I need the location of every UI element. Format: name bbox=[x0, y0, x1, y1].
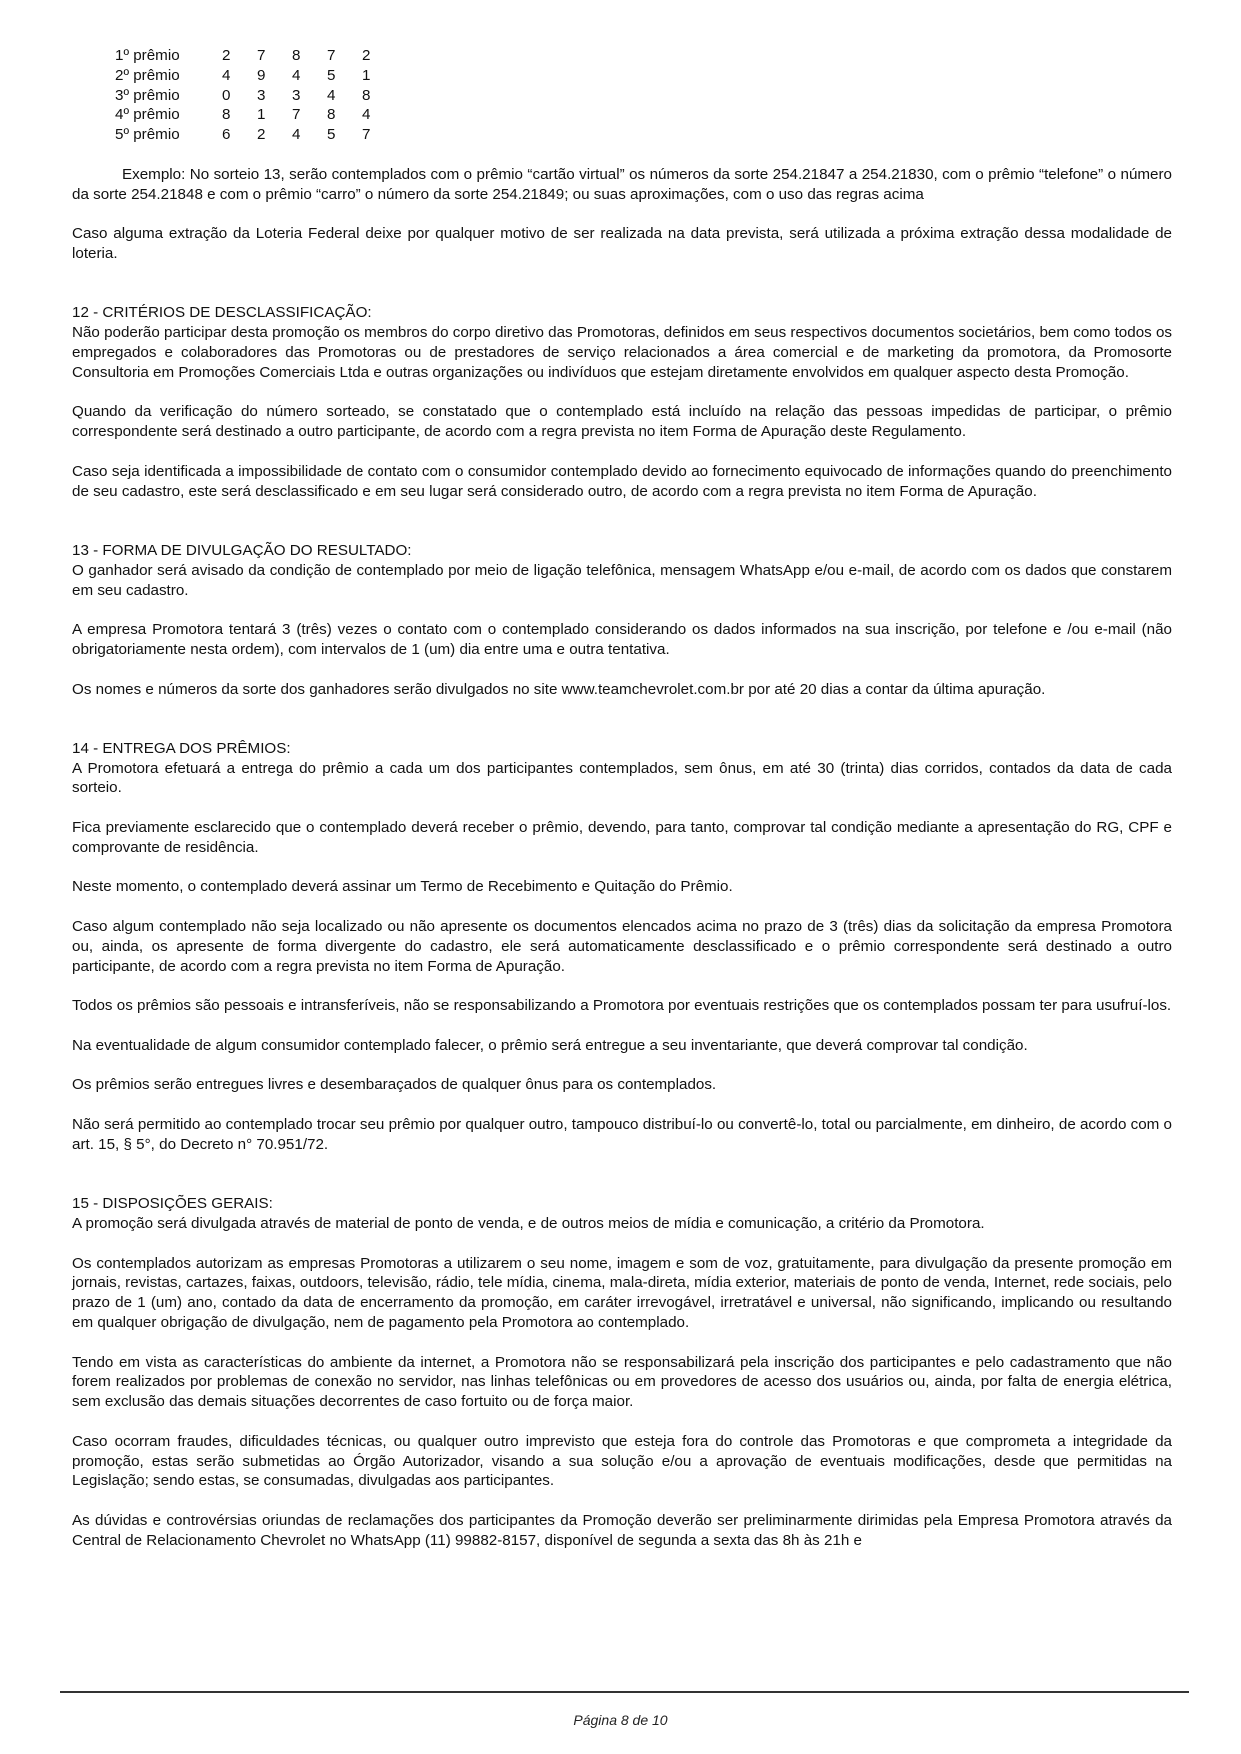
prize-digit: 8 bbox=[327, 106, 336, 124]
prize-label: 4º prêmio bbox=[115, 106, 180, 124]
prize-digit: 5 bbox=[327, 126, 336, 144]
prize-label: 1º prêmio bbox=[115, 47, 180, 64]
section bbox=[72, 541, 1172, 739]
prize-digit: 4 bbox=[292, 126, 301, 144]
prize-digit: 4 bbox=[327, 86, 336, 104]
prize-digit: 4 bbox=[292, 66, 301, 84]
prize-digit: 8 bbox=[222, 106, 231, 124]
section-paragraph: Quando da verificação do número sorteado, se constatado que o contemplado está incluído na relação das pessoas impedidas de participar, o prêmio correspondente será destinado a outro participante, de acordo com a regra prevista no item Forma de Apuração deste Regulamento. bbox=[72, 403, 1172, 441]
section-paragraph: Tendo em vista as características do ambiente da internet, a Promotora não se responsabilizará pela inscrição dos participantes e pelo cadastramento que não forem realizados por problemas de conexão no servidor, nas linhas telefônicas ou em provedores de acesso dos usuários ou, ainda, por falta de energia elétrica, sem exclusão das demais situações decorrentes de caso fortuito ou de força maior. bbox=[72, 1353, 1172, 1411]
section-title: 13 - FORMA DE DIVULGAÇÃO DO RESULTADO: bbox=[72, 541, 412, 559]
section-paragraph: Caso seja identificada a impossibilidade de contato com o consumidor contemplado devido ao fornecimento equivocado de informações quando do preenchimento de seu cadastro, este será desclassificado e em seu lugar será considerado outro, de acordo com a regra prevista no item Forma de Apuração. bbox=[72, 462, 1172, 500]
section-paragraph: Caso algum contemplado não seja localizado ou não apresente os documentos elencados acima no prazo de 3 (três) dias da solicitação da empresa Promotora ou, ainda, os apresente de forma divergente do cadastro, ele será automaticamente desclassificado e o prêmio correspondente será destinado a outro participante, de acordo com a regra prevista no item Forma de Apuração. bbox=[72, 918, 1172, 975]
prize-digit: 3 bbox=[292, 86, 301, 104]
prize-digit: 7 bbox=[292, 106, 301, 124]
example-paragraph: Exemplo: No sorteio 13, serão contemplados com o prêmio “cartão virtual” os números da sorte 254.21847 a 254.21830, com o prêmio “telefone” o número da sorte 254.21848 e com o prêmio “carro” o número da sorte 254.21849; ou suas aproximações, com o uso das regras acima bbox=[72, 165, 1172, 203]
prize-label: 5º prêmio bbox=[115, 126, 180, 144]
prize-digit: 8 bbox=[292, 47, 301, 64]
section-paragraph: Na eventualidade de algum consumidor contemplado falecer, o prêmio será entregue a seu inventariante, que deverá comprovar tal condição. bbox=[72, 1036, 1028, 1054]
footer-divider bbox=[60, 1691, 1189, 1693]
prize-digit: 9 bbox=[257, 66, 266, 84]
prize-digit: 8 bbox=[362, 86, 371, 104]
federal-lottery-paragraph: Caso alguma extração da Loteria Federal deixe por qualquer motivo de ser realizada na data prevista, será utilizada a próxima extração dessa modalidade de loteria. bbox=[72, 225, 1172, 262]
prize-digit: 2 bbox=[362, 47, 371, 64]
section-paragraph: Os nomes e números da sorte dos ganhadores serão divulgados no site www.teamchevrolet.com.br por até 20 dias a contar da última apuração. bbox=[72, 680, 1046, 698]
prize-row bbox=[115, 46, 397, 66]
prize-digit: 0 bbox=[222, 86, 231, 104]
section-title: 14 - ENTREGA DOS PRÊMIOS: bbox=[72, 739, 291, 757]
section bbox=[72, 303, 1172, 541]
prize-digit: 2 bbox=[257, 126, 266, 144]
prize-digit: 2 bbox=[222, 47, 231, 64]
prize-digit: 6 bbox=[222, 126, 231, 144]
section-paragraph: As dúvidas e controvérsias oriundas de reclamações dos participantes da Promoção deverão ser preliminarmente dirimidas pela Empresa Promotora através da Central de Relacionamento Chevrolet no WhatsApp (11) 99882-8157, disponível de segunda a sexta das 8h às 21h e bbox=[72, 1511, 1172, 1549]
prize-digit: 3 bbox=[257, 86, 266, 104]
page-number: Página 8 de 10 bbox=[573, 1712, 668, 1728]
prize-label: 3º prêmio bbox=[115, 86, 180, 104]
prize-label: 2º prêmio bbox=[115, 66, 180, 84]
prize-digits-table bbox=[115, 46, 397, 145]
prize-digit: 5 bbox=[327, 66, 336, 84]
section-paragraph: A empresa Promotora tentará 3 (três) vezes o contato com o contemplado considerando os dados informados na sua inscrição, por telefone e /ou e-mail (não obrigatoriamente nesta ordem), com intervalos de 1 (um) dia entre uma e outra tentativa. bbox=[72, 621, 1172, 658]
prize-digit: 1 bbox=[257, 106, 266, 124]
section-paragraph: Não será permitido ao contemplado trocar seu prêmio por qualquer outro, tampouco distribuí-lo ou convertê-lo, total ou parcialmente, em dinheiro, de acordo com o art. 15, § 5°, do Decreto n° 70.951/72. bbox=[72, 1116, 1172, 1153]
prize-row bbox=[115, 105, 397, 125]
section-title: 12 - CRITÉRIOS DE DESCLASSIFICAÇÃO: bbox=[72, 304, 372, 322]
section-paragraph: Fica previamente esclarecido que o contemplado deverá receber o prêmio, devendo, para tanto, comprovar tal condição mediante a apresentação do RG, CPF e comprovante de residência. bbox=[72, 819, 1172, 856]
section-paragraph: O ganhador será avisado da condição de contemplado por meio de ligação telefônica, mensagem WhatsApp e/ou e-mail, de acordo com os dados que constarem em seu cadastro. bbox=[72, 561, 1172, 599]
prize-digit: 7 bbox=[327, 47, 336, 64]
prize-digit: 4 bbox=[222, 66, 231, 84]
section-paragraph: Neste momento, o contemplado deverá assinar um Termo de Recebimento e Quitação do Prêmio. bbox=[72, 878, 733, 896]
prize-digit: 4 bbox=[362, 106, 371, 124]
document-page bbox=[72, 46, 1172, 1551]
prize-digit: 1 bbox=[362, 66, 371, 84]
prize-row bbox=[115, 125, 397, 145]
prize-digit: 7 bbox=[257, 47, 266, 64]
prize-row bbox=[115, 66, 397, 86]
prize-row bbox=[115, 86, 397, 106]
section-paragraph: Caso ocorram fraudes, dificuldades técnicas, ou qualquer outro imprevisto que esteja fora do controle das Promotoras e que comprometa a integridade da promoção, estas serão submetidas ao Órgão Autorizador, visando a sua solução e/ou a aprovação de eventuais modificações, desde que permitidas na Legislação; sendo estas, se consumadas, divulgadas aos participantes. bbox=[72, 1432, 1172, 1490]
section bbox=[72, 739, 1172, 1194]
section-paragraph: A promoção será divulgada através de material de ponto de venda, e de outros meios de mídia e comunicação, a critério da Promotora. bbox=[72, 1215, 985, 1233]
section-paragraph: Não poderão participar desta promoção os membros do corpo diretivo das Promotoras, definidos em seus respectivos documentos societários, bem como todos os empregados e colaboradores das Promotoras ou de prestadores de serviço relacionados a área comercial e de marketing da promotora, da Promosorte Consultoria em Promoções Comerciais Ltda e outras organizações ou indivíduos que estejam diretamente envolvidos em qualquer aspecto desta Promoção. bbox=[72, 324, 1172, 381]
section-paragraph: Todos os prêmios são pessoais e intransferíveis, não se responsabilizando a Promotora por eventuais restrições que os contemplados possam ter para usufruí-los. bbox=[72, 997, 1172, 1015]
section-title: 15 - DISPOSIÇÕES GERAIS: bbox=[72, 1195, 273, 1213]
section bbox=[72, 1194, 1172, 1550]
section-paragraph: Os contemplados autorizam as empresas Promotoras a utilizarem o seu nome, imagem e som de voz, gratuitamente, para divulgação da presente promoção em jornais, revistas, cartazes, faixas, outdoors, televisão, rádio, tele mídia, cinema, mala-direta, mídia exterior, materiais de ponto de venda, Internet, rede sociais, pelo prazo de 1 (um) ano, contado da data de encerramento da promoção, em caráter irrevogável, irretratável e universal, não significando, implicando ou resultando em qualquer obrigação de divulgação, nem de pagamento pela Promotora ao contemplado. bbox=[72, 1254, 1172, 1331]
section-paragraph: A Promotora efetuará a entrega do prêmio a cada um dos participantes contemplados, sem ônus, em até 30 (trinta) dias corridos, contados da data de cada sorteio. bbox=[72, 759, 1172, 797]
prize-digit: 7 bbox=[362, 126, 371, 144]
section-paragraph: Os prêmios serão entregues livres e desembaraçados de qualquer ônus para os contemplados. bbox=[72, 1076, 717, 1094]
